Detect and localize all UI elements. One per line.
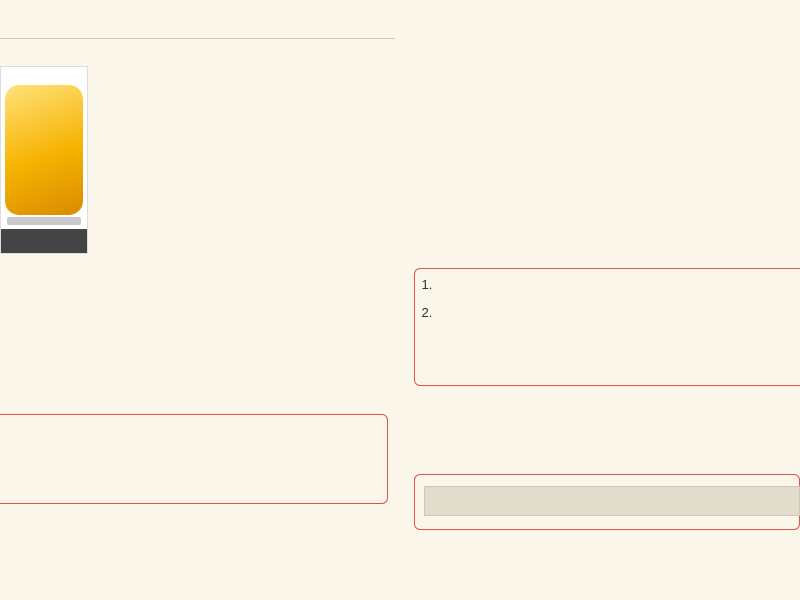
- sample-document-link[interactable]: [424, 486, 800, 516]
- paragraph: [0, 298, 390, 364]
- title-divider: [0, 38, 395, 39]
- percent-sign-icon: [5, 85, 83, 215]
- badge-caption: [1, 229, 87, 253]
- paragraph: [104, 168, 390, 266]
- paragraph: [104, 96, 390, 158]
- badge-base: [7, 217, 81, 225]
- list-item: [436, 276, 800, 294]
- percent-badge-icon: [0, 66, 88, 254]
- paragraph: [406, 170, 800, 210]
- list-item: [436, 304, 800, 322]
- paragraph: [406, 78, 800, 162]
- left-column: [0, 0, 395, 600]
- paragraph: [0, 514, 380, 568]
- paragraph: [0, 420, 380, 498]
- paragraph: [406, 6, 800, 68]
- agreement-list: [414, 276, 800, 380]
- section-subheading: [104, 72, 390, 92]
- paragraph: [0, 572, 380, 600]
- sample-document-label: [433, 493, 793, 511]
- paragraph: [412, 406, 800, 458]
- paragraph: [0, 374, 390, 410]
